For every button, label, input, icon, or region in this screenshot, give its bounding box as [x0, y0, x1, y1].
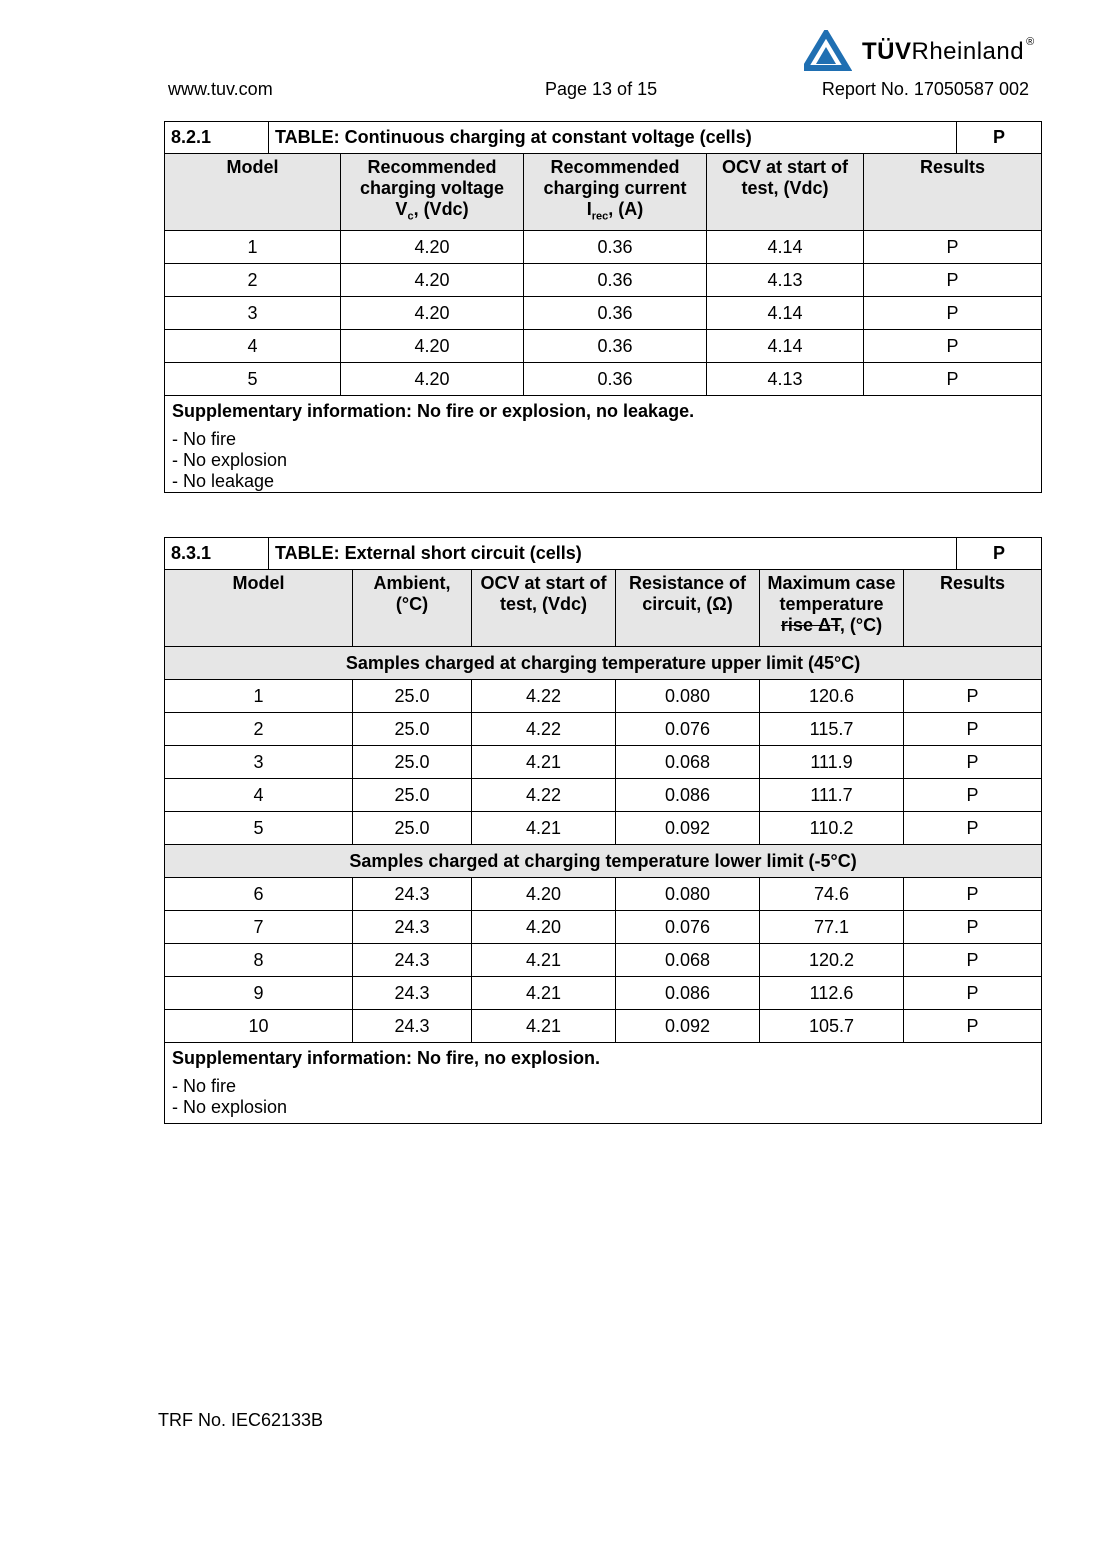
cell-max-temp: 115.7: [760, 713, 904, 746]
group-header-row: [165, 647, 1042, 680]
cell-model: 3: [165, 297, 341, 330]
supplementary-line: - No explosion: [172, 1097, 288, 1117]
maxtemp-header-line1: Maximum case: [767, 573, 896, 593]
cell-result: P: [864, 330, 1042, 363]
supplementary-row: [165, 1043, 1042, 1124]
cell-result: P: [904, 1010, 1042, 1043]
cell-model: 10: [165, 1010, 353, 1043]
cell-ocv: 4.22: [472, 680, 616, 713]
cell-ambient: 24.3: [353, 878, 472, 911]
table-row: [165, 779, 1042, 812]
cell-model: 2: [165, 713, 353, 746]
maxtemp-header-line2: temperature: [779, 594, 884, 614]
ocv-header-line1: OCV at start of: [721, 157, 849, 177]
table-row: [165, 297, 1042, 330]
cell-max-temp: 77.1: [760, 911, 904, 944]
table-continuous-charging: [164, 121, 1042, 493]
cell-model: 5: [165, 812, 353, 845]
cell-voltage: 4.20: [341, 264, 524, 297]
cell-ambient: 24.3: [353, 911, 472, 944]
cell-voltage: 4.20: [341, 330, 524, 363]
cell-result: P: [904, 944, 1042, 977]
resistance-header-line1: Resistance of: [628, 573, 747, 593]
cell-model: 7: [165, 911, 353, 944]
registered-mark: ®: [1026, 36, 1035, 48]
table-row: [165, 812, 1042, 845]
current-header-line2: charging current: [543, 178, 687, 198]
cell-result: P: [904, 812, 1042, 845]
cell-result: P: [904, 680, 1042, 713]
cell-ocv: 4.22: [472, 713, 616, 746]
cell-current: 0.36: [524, 297, 707, 330]
col-header-voltage: [341, 154, 524, 231]
voltage-subscript: c: [407, 210, 414, 223]
col-header-results: Results: [904, 570, 1042, 647]
brand-strong: TÜV: [862, 38, 912, 65]
col-header-ocv: [707, 154, 864, 231]
cell-model: 3: [165, 746, 353, 779]
cell-resistance: 0.068: [616, 746, 760, 779]
cell-result: P: [864, 363, 1042, 396]
maxtemp-header-line3: [760, 615, 903, 636]
cell-max-temp: 111.7: [760, 779, 904, 812]
current-symbol: I: [586, 199, 592, 219]
table-title-row: [165, 122, 1042, 154]
cell-ambient: 25.0: [353, 779, 472, 812]
table-external-short-circuit: [164, 537, 1042, 1124]
supplementary-line: - No fire: [172, 1076, 237, 1096]
clause-number: 8.2.1: [165, 122, 269, 154]
table-row: [165, 746, 1042, 779]
ocv-header-line2: test, (Vdc): [499, 594, 587, 614]
cell-resistance: 0.076: [616, 911, 760, 944]
table-row: [165, 944, 1042, 977]
voltage-header-line1: Recommended: [367, 157, 497, 177]
col-header-model: Model: [165, 570, 353, 647]
col-header-ocv: [472, 570, 616, 647]
ocv-header-line2: test, (Vdc): [741, 178, 829, 198]
cell-ocv: 4.21: [472, 1010, 616, 1043]
cell-ambient: 25.0: [353, 680, 472, 713]
cell-ambient: 24.3: [353, 977, 472, 1010]
table-title: TABLE: Continuous charging at constant voltage (cells): [269, 122, 957, 154]
cell-ocv: 4.13: [707, 264, 864, 297]
clause-number: 8.3.1: [165, 538, 269, 570]
supplementary-line: - No leakage: [172, 471, 275, 491]
cell-model: 8: [165, 944, 353, 977]
resistance-header-line2: circuit, (Ω): [642, 594, 733, 614]
cell-model: 6: [165, 878, 353, 911]
triangle-logo-icon: [804, 30, 852, 72]
cell-ocv: 4.21: [472, 746, 616, 779]
supplementary-title: Supplementary information: No fire, no explosion.: [172, 1048, 601, 1068]
cell-model: 4: [165, 779, 353, 812]
cell-max-temp: 110.2: [760, 812, 904, 845]
cell-resistance: 0.080: [616, 878, 760, 911]
cell-result: P: [864, 231, 1042, 264]
col-header-resistance: [616, 570, 760, 647]
cell-result: P: [904, 746, 1042, 779]
cell-model: 5: [165, 363, 341, 396]
cell-result: P: [864, 264, 1042, 297]
table-row: [165, 713, 1042, 746]
table-row: [165, 977, 1042, 1010]
cell-ocv: 4.22: [472, 779, 616, 812]
report-number: Report No. 17050587 002: [821, 79, 1029, 99]
maxtemp-unit: , (°C): [839, 615, 883, 635]
table-row: [165, 363, 1042, 396]
supplementary-title: Supplementary information: No fire or explosion, no leakage.: [172, 401, 695, 421]
table-verdict: P: [957, 538, 1042, 570]
table-verdict: P: [957, 122, 1042, 154]
ocv-header-line1: OCV at start of: [480, 573, 607, 593]
table-row: [165, 231, 1042, 264]
table-row: [165, 878, 1042, 911]
col-header-current: [524, 154, 707, 231]
cell-result: P: [904, 878, 1042, 911]
table-row: [165, 264, 1042, 297]
group-upper-limit: Samples charged at charging temperature upper limit (45°C): [165, 647, 1042, 680]
cell-current: 0.36: [524, 264, 707, 297]
current-header-line1: Recommended: [550, 157, 680, 177]
cell-max-temp: 120.2: [760, 944, 904, 977]
current-header-line3: [524, 199, 706, 228]
cell-max-temp: 112.6: [760, 977, 904, 1010]
cell-current: 0.36: [524, 363, 707, 396]
table-row: [165, 1010, 1042, 1043]
cell-ocv: 4.20: [472, 878, 616, 911]
table-row: [165, 330, 1042, 363]
cell-result: P: [904, 977, 1042, 1010]
cell-voltage: 4.20: [341, 363, 524, 396]
cell-ocv: 4.14: [707, 297, 864, 330]
cell-ocv: 4.21: [472, 812, 616, 845]
table-row: [165, 911, 1042, 944]
page-number: Page 13 of 15: [545, 79, 658, 99]
cell-max-temp: 111.9: [760, 746, 904, 779]
cell-current: 0.36: [524, 330, 707, 363]
cell-ocv: 4.20: [472, 911, 616, 944]
col-header-results: Results: [864, 154, 1042, 231]
table-title: TABLE: External short circuit (cells): [269, 538, 957, 570]
current-unit: , (A): [608, 199, 644, 219]
voltage-symbol: V: [395, 199, 408, 219]
col-header-model: Model: [165, 154, 341, 231]
supplementary-line: - No fire: [172, 429, 237, 449]
table-row: [165, 680, 1042, 713]
column-header-row: [165, 570, 1042, 647]
cell-max-temp: 120.6: [760, 680, 904, 713]
brand-name: [862, 38, 1035, 66]
cell-ambient: 25.0: [353, 812, 472, 845]
cell-resistance: 0.092: [616, 1010, 760, 1043]
cell-resistance: 0.076: [616, 713, 760, 746]
cell-resistance: 0.086: [616, 977, 760, 1010]
cell-ambient: 24.3: [353, 944, 472, 977]
cell-ocv: 4.13: [707, 363, 864, 396]
cell-resistance: 0.068: [616, 944, 760, 977]
cell-model: 2: [165, 264, 341, 297]
cell-max-temp: 105.7: [760, 1010, 904, 1043]
voltage-header-line2: charging voltage: [359, 178, 505, 198]
cell-voltage: 4.20: [341, 231, 524, 264]
cell-result: P: [904, 713, 1042, 746]
trf-number: TRF No. IEC62133B: [158, 1410, 324, 1430]
cell-current: 0.36: [524, 231, 707, 264]
cell-model: 4: [165, 330, 341, 363]
cell-model: 9: [165, 977, 353, 1010]
cell-ocv: 4.14: [707, 231, 864, 264]
supplementary-line: - No explosion: [172, 450, 288, 470]
cell-model: 1: [165, 680, 353, 713]
cell-model: 1: [165, 231, 341, 264]
cell-voltage: 4.20: [341, 297, 524, 330]
col-header-ambient: [353, 570, 472, 647]
column-header-row: [165, 154, 1042, 231]
ambient-header-line2: (°C): [395, 594, 429, 614]
supplementary-info: [165, 1043, 1042, 1124]
group-header-row: [165, 845, 1042, 878]
cell-ocv: 4.21: [472, 977, 616, 1010]
cell-ambient: 25.0: [353, 713, 472, 746]
voltage-unit: , (Vdc): [413, 199, 469, 219]
voltage-header-line3: [341, 199, 523, 228]
supplementary-row: [165, 396, 1042, 493]
cell-max-temp: 74.6: [760, 878, 904, 911]
supplementary-info: [165, 396, 1042, 493]
current-subscript: rec: [591, 210, 609, 223]
cell-ocv: 4.21: [472, 944, 616, 977]
cell-result: P: [904, 779, 1042, 812]
website-link[interactable]: www.tuv.com: [168, 79, 273, 99]
tuv-rheinland-logo: [804, 30, 1044, 72]
maxtemp-strikethrough: rise ΔT: [780, 615, 840, 635]
cell-resistance: 0.086: [616, 779, 760, 812]
ambient-header-line1: Ambient,: [373, 573, 451, 593]
cell-ambient: 24.3: [353, 1010, 472, 1043]
cell-ocv: 4.14: [707, 330, 864, 363]
cell-ambient: 25.0: [353, 746, 472, 779]
cell-result: P: [864, 297, 1042, 330]
cell-resistance: 0.080: [616, 680, 760, 713]
brand-rest: Rheinland: [911, 38, 1025, 65]
group-lower-limit: Samples charged at charging temperature lower limit (-5°C): [165, 845, 1042, 878]
cell-resistance: 0.092: [616, 812, 760, 845]
col-header-max-temp: [760, 570, 904, 647]
cell-result: P: [904, 911, 1042, 944]
table-title-row: [165, 538, 1042, 570]
